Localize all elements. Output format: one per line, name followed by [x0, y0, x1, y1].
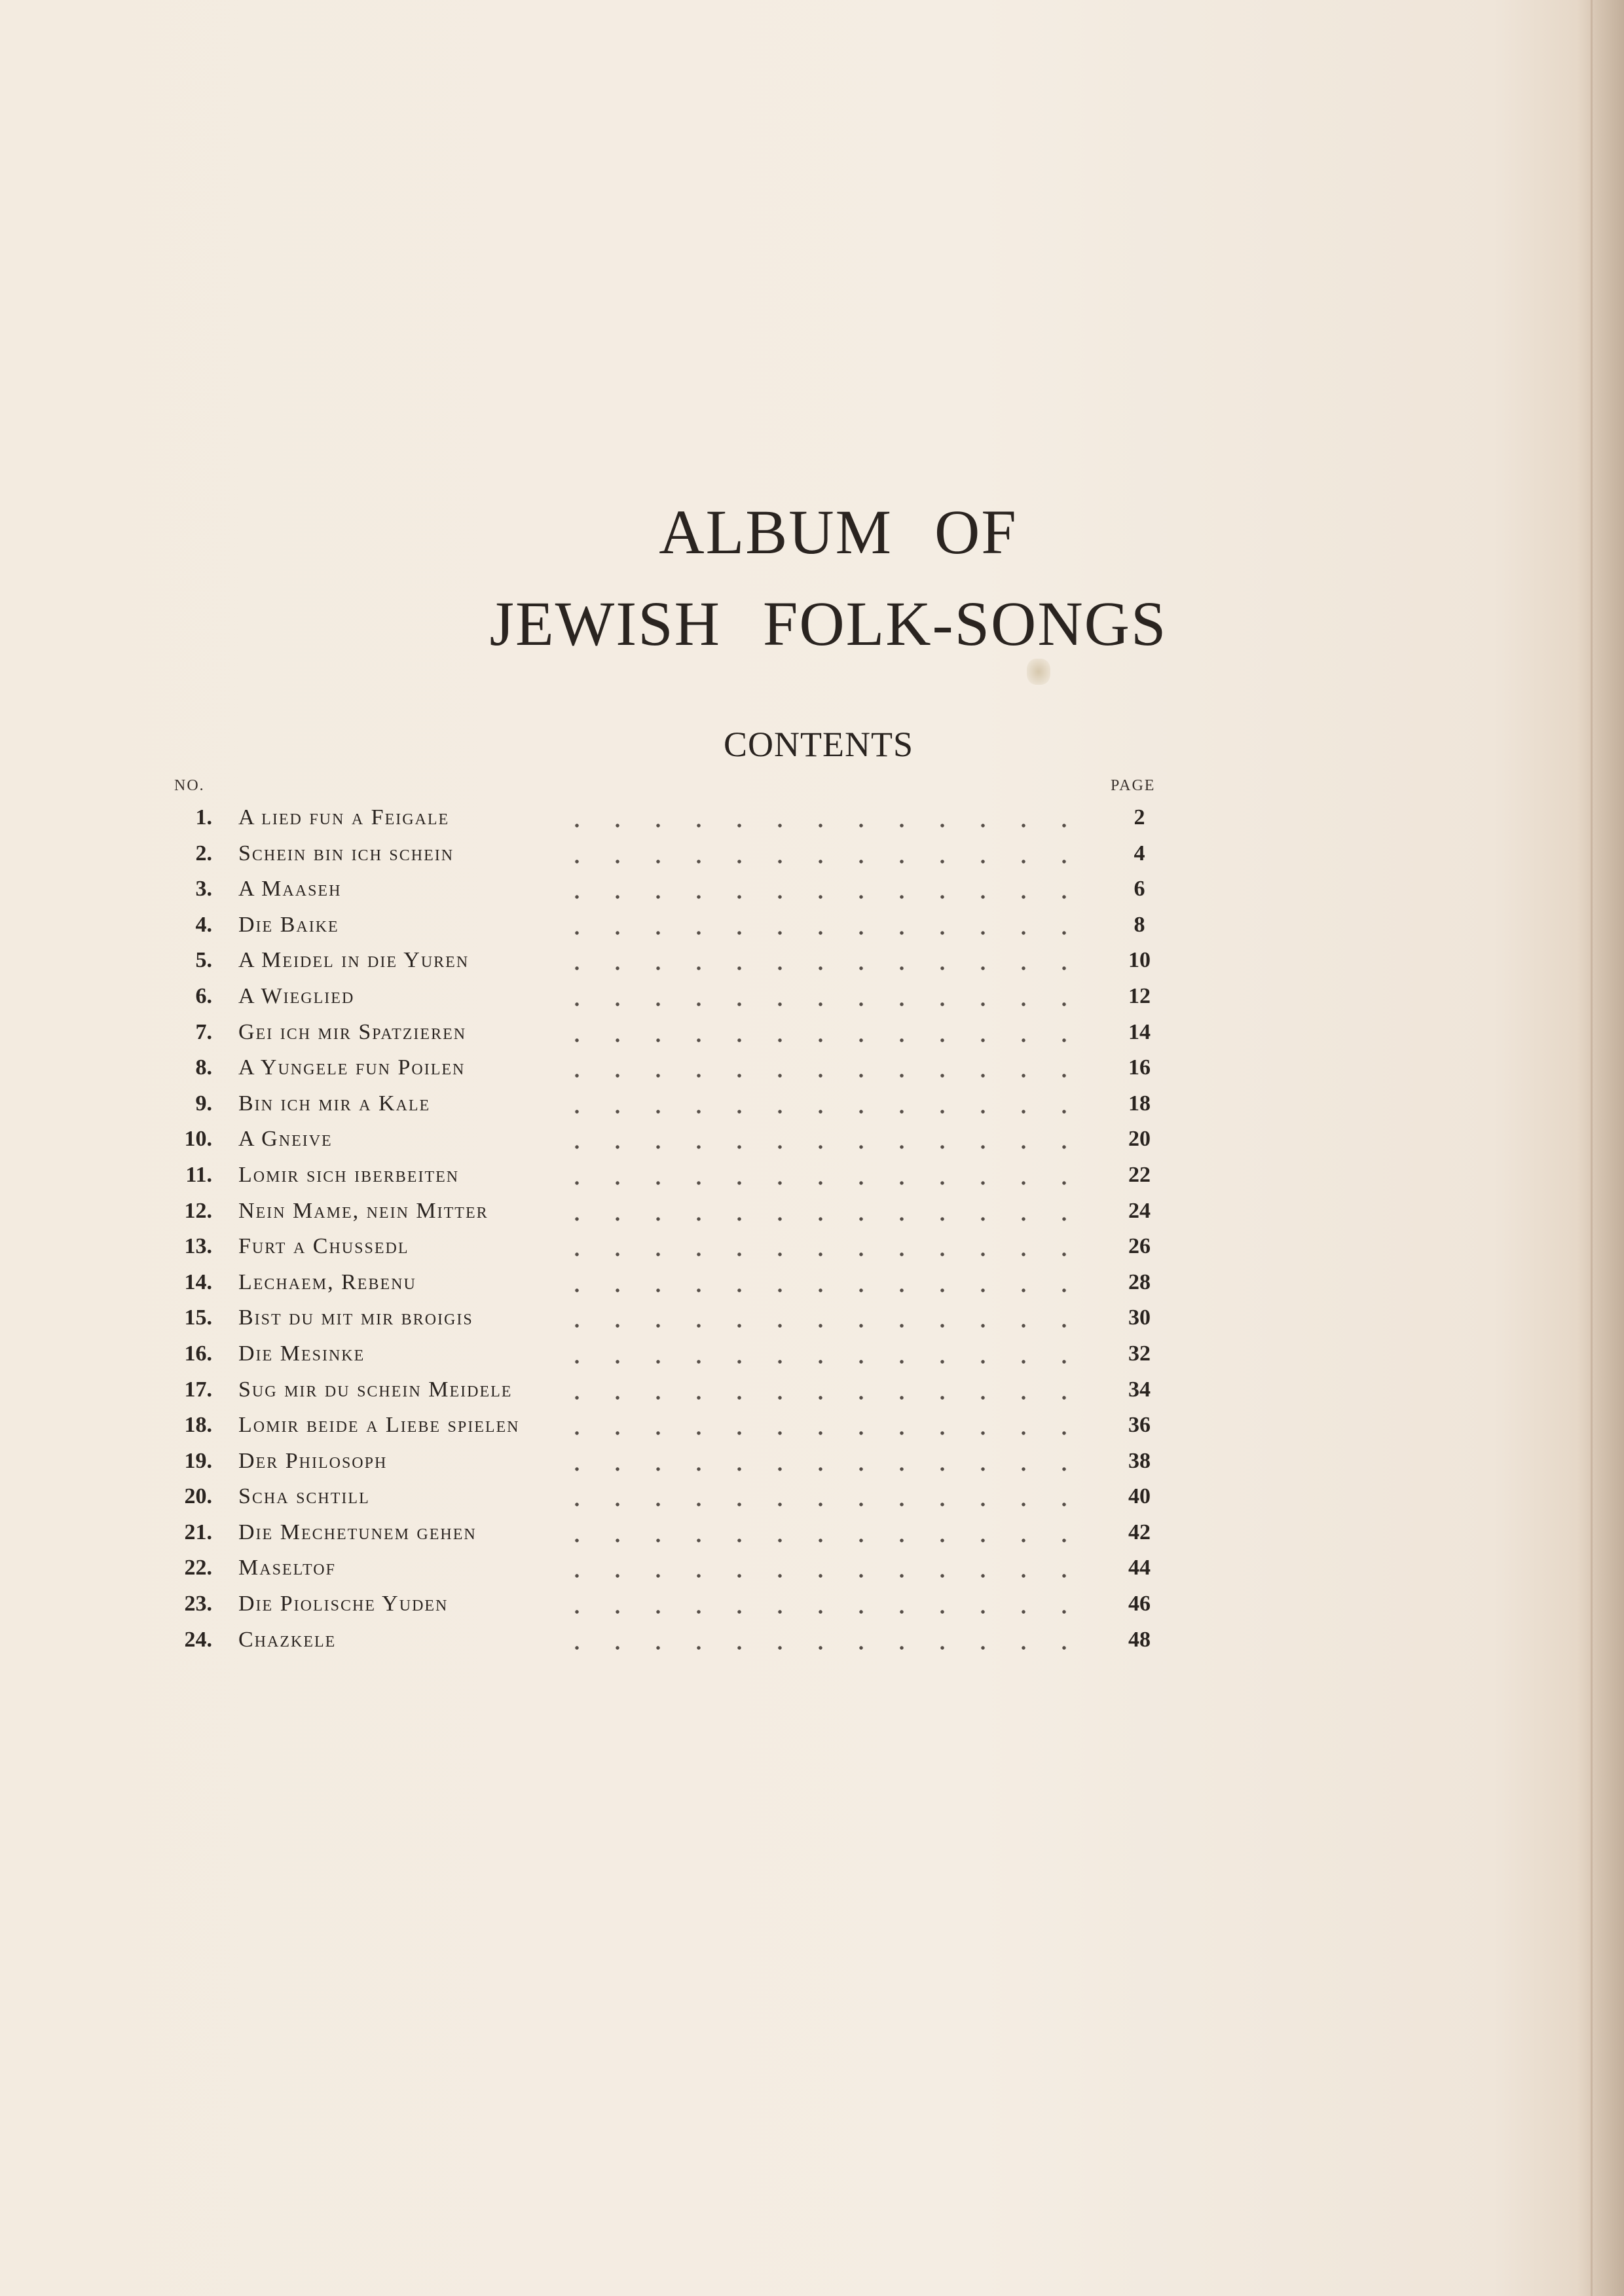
- entry-title: A Gneive: [238, 1127, 333, 1152]
- entry-page-number: 40: [1128, 1484, 1151, 1509]
- entry-title: Die Piolische Yuden: [238, 1592, 449, 1616]
- entry-page-number: 24: [1128, 1198, 1151, 1223]
- entry-number: 10.: [184, 1127, 212, 1152]
- entry-page-number: 32: [1128, 1341, 1151, 1366]
- entry-page-number: 14: [1128, 1019, 1151, 1044]
- entry-title: Bist du mit mir broigis: [238, 1305, 473, 1330]
- entry-number: 13.: [184, 1234, 212, 1259]
- entry-page-number: 36: [1128, 1413, 1151, 1438]
- entry-page-number: 16: [1128, 1055, 1151, 1080]
- contents-entry: [0, 1334, 1624, 1370]
- contents-entry: [0, 976, 1624, 1012]
- dot-leader: [557, 1180, 1087, 1186]
- contents-entry: [0, 1370, 1624, 1406]
- contents-entry: [0, 1512, 1624, 1548]
- dot-leader: [557, 1108, 1087, 1115]
- dot-leader: [557, 1466, 1087, 1472]
- entry-number: 17.: [184, 1377, 212, 1402]
- contents-entry: [0, 1262, 1624, 1298]
- entry-title: Scha schtill: [238, 1484, 370, 1509]
- contents-entry: [0, 869, 1624, 905]
- entry-number: 1.: [195, 805, 212, 829]
- contents-entry: [0, 1548, 1624, 1584]
- contents-entry: [0, 1048, 1624, 1084]
- entry-page-number: 34: [1128, 1377, 1151, 1402]
- entry-page-number: 22: [1128, 1162, 1151, 1187]
- entry-title: A Yungele fun Poilen: [238, 1055, 466, 1080]
- dot-leader: [557, 858, 1087, 865]
- album-title-line-1: ALBUM OF: [659, 497, 1018, 567]
- entry-title: Gei ich mir Spatzieren: [238, 1019, 467, 1044]
- number-column-label: NO.: [174, 777, 205, 794]
- entry-number: 14.: [184, 1269, 212, 1294]
- entry-title: A Meidel in die Yuren: [238, 948, 470, 973]
- contents-entry: [0, 1620, 1624, 1656]
- dot-leader: [557, 1072, 1087, 1079]
- contents-entry: [0, 1584, 1624, 1620]
- dot-leader: [557, 1501, 1087, 1508]
- dot-leader: [557, 930, 1087, 936]
- entry-page-number: 18: [1128, 1091, 1151, 1116]
- dot-leader: [557, 1037, 1087, 1044]
- dot-leader: [557, 1322, 1087, 1329]
- entry-number: 18.: [184, 1413, 212, 1438]
- entry-page-number: 48: [1128, 1627, 1151, 1652]
- contents-list: [0, 797, 1624, 1655]
- album-title-line-2: JEWISH FOLK-SONGS: [489, 589, 1168, 659]
- entry-page-number: 44: [1128, 1556, 1151, 1580]
- entry-page-number: 20: [1128, 1127, 1151, 1152]
- entry-number: 21.: [184, 1520, 212, 1544]
- entry-title: Die Mechetunem gehen: [238, 1520, 477, 1544]
- entry-title: Chazkele: [238, 1627, 337, 1652]
- dot-leader: [557, 1287, 1087, 1294]
- entry-page-number: 26: [1128, 1234, 1151, 1259]
- dot-leader: [557, 1430, 1087, 1436]
- entry-title: Lomir beide a Liebe spielen: [238, 1413, 520, 1438]
- dot-leader: [557, 1394, 1087, 1401]
- entry-page-number: 8: [1134, 912, 1145, 937]
- entry-number: 12.: [184, 1198, 212, 1223]
- entry-title: A lied fun a Feigale: [238, 805, 450, 829]
- entry-title: Der Philosoph: [238, 1448, 388, 1473]
- entry-number: 3.: [195, 877, 212, 902]
- entry-page-number: 46: [1128, 1592, 1151, 1616]
- contents-entry: [0, 1191, 1624, 1227]
- contents-entry: [0, 1298, 1624, 1334]
- dot-leader: [557, 1537, 1087, 1544]
- entry-number: 5.: [195, 948, 212, 973]
- entry-title: Bin ich mir a Kale: [238, 1091, 431, 1116]
- entry-page-number: 2: [1134, 805, 1145, 829]
- contents-entry: [0, 1476, 1624, 1512]
- dot-leader: [557, 965, 1087, 972]
- contents-heading: CONTENTS: [724, 725, 913, 764]
- entry-number: 16.: [184, 1341, 212, 1366]
- contents-entry: [0, 940, 1624, 976]
- entry-title: Sug mir du schein Meidele: [238, 1377, 513, 1402]
- dot-leader: [557, 894, 1087, 900]
- contents-entry: [0, 1405, 1624, 1441]
- entry-page-number: 28: [1128, 1269, 1151, 1294]
- contents-entry: [0, 1119, 1624, 1155]
- entry-number: 6.: [195, 983, 212, 1008]
- contents-entry: [0, 1441, 1624, 1477]
- dot-leader: [557, 1251, 1087, 1258]
- entry-title: A Maaseh: [238, 877, 342, 902]
- entry-number: 24.: [184, 1627, 212, 1652]
- contents-entry: [0, 905, 1624, 941]
- entry-page-number: 6: [1134, 877, 1145, 902]
- dot-leader: [557, 1573, 1087, 1579]
- contents-entry: [0, 833, 1624, 869]
- entry-number: 7.: [195, 1019, 212, 1044]
- dot-leader: [557, 1144, 1087, 1150]
- contents-entry: [0, 1012, 1624, 1048]
- entry-title: Lechaem, Rebenu: [238, 1269, 416, 1294]
- entry-number: 9.: [195, 1091, 212, 1116]
- entry-title: A Wieglied: [238, 983, 355, 1008]
- entry-page-number: 12: [1128, 983, 1151, 1008]
- page-column-label: PAGE: [1111, 777, 1156, 794]
- contents-entry: [0, 1155, 1624, 1191]
- dot-leader: [557, 1645, 1087, 1651]
- entry-number: 23.: [184, 1592, 212, 1616]
- entry-number: 22.: [184, 1556, 212, 1580]
- dot-leader: [557, 1358, 1087, 1365]
- entry-title: Nein Mame, nein Mitter: [238, 1198, 489, 1223]
- dot-leader: [557, 1001, 1087, 1008]
- entry-title: Die Baike: [238, 912, 339, 937]
- dot-leader: [557, 1609, 1087, 1615]
- entry-number: 20.: [184, 1484, 212, 1509]
- entry-number: 15.: [184, 1305, 212, 1330]
- dot-leader: [557, 1216, 1087, 1222]
- entry-number: 11.: [185, 1162, 212, 1187]
- contents-entry: [0, 797, 1624, 833]
- paper-stain: [1027, 659, 1050, 685]
- entry-page-number: 38: [1128, 1448, 1151, 1473]
- contents-entry: [0, 1084, 1624, 1120]
- entry-page-number: 10: [1128, 948, 1151, 973]
- entry-page-number: 30: [1128, 1305, 1151, 1330]
- entry-title: Maseltof: [238, 1556, 336, 1580]
- entry-number: 2.: [195, 841, 212, 866]
- entry-title: Furt a Chussedl: [238, 1234, 409, 1259]
- contents-entry: [0, 1226, 1624, 1262]
- entry-page-number: 42: [1128, 1520, 1151, 1544]
- entry-title: Lomir sich iberbeiten: [238, 1162, 460, 1187]
- entry-number: 19.: [184, 1448, 212, 1473]
- entry-title: Schein bin ich schein: [238, 841, 454, 866]
- dot-leader: [557, 822, 1087, 829]
- entry-number: 4.: [195, 912, 212, 937]
- entry-number: 8.: [195, 1055, 212, 1080]
- entry-title: Die Mesinke: [238, 1341, 365, 1366]
- entry-page-number: 4: [1134, 841, 1145, 866]
